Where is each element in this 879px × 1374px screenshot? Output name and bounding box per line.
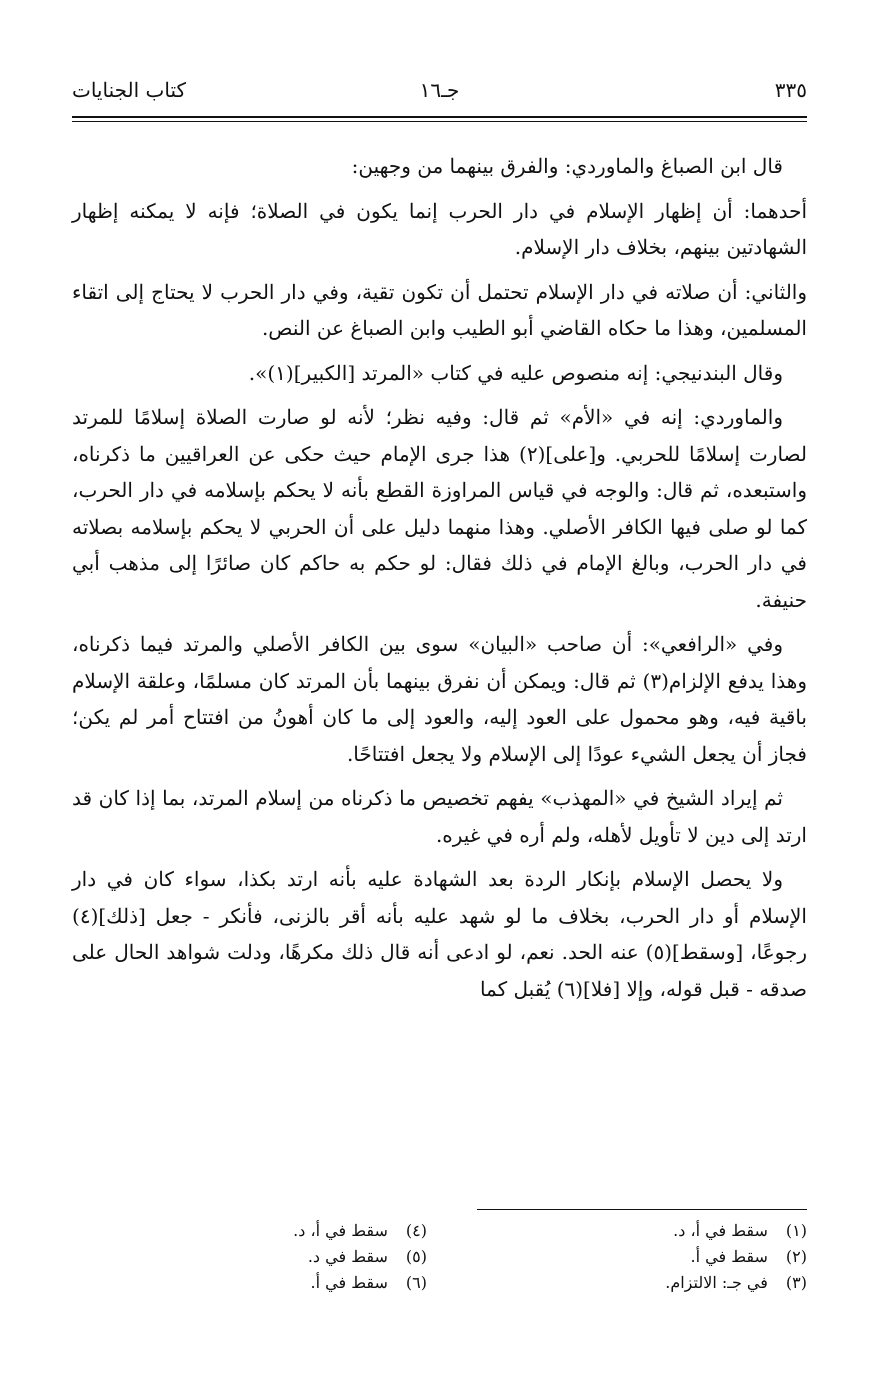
paragraph: والثاني: أن صلاته في دار الإسلام تحتمل أن تكون تقية، وفي دار الحرب لا يحتاج إلى اتقاء المسلمين، وهذا ما حكاه القاضي أبو الطيب وابن الصباغ عن النص. [72,279,807,340]
footnote [177,1218,427,1244]
book-title: كتاب الجنايات [72,78,187,102]
footnote-number: (٣) [785,1273,807,1292]
running-header [72,78,807,112]
footnote-text: سقط في أ. [310,1273,388,1292]
footnote-number: (٥) [405,1247,427,1266]
paragraph: قال ابن الصباغ والماوردي: والفرق بينهما من وجهين: [351,154,783,178]
page-number: ٣٣٥ [774,78,807,102]
footnote-number: (١) [785,1221,807,1240]
paragraph: وقال البندنيجي: إنه منصوص عليه في كتاب «المرتد [الكبير](١)». [248,360,783,385]
paragraph: أحدهما: أن إظهار الإسلام في دار الحرب إنما يكون في الصلاة؛ فإنه لا يمكنه إظهار الشهادتين بينهم، بخلاف دار الإسلام. [72,198,807,259]
paragraph: والماوردي: إنه في «الأم» ثم قال: وفيه نظر؛ لأنه لو صارت الصلاة إسلامًا للمرتد لصارت إسلامًا للحربي. و[على](٢) هذا جرى الإمام حيث حكى عن العراقيين ما ذكرناه، واستبعده، ثم قال: والوجه في قياس المراوزة القطع بأنه لا يحكم بإسلامه في دار الحرب، كما لو صلى فيها الكافر الأصلي. وهذا منهما دليل على أن الحربي لا يحكم بإسلامه بصلاته في دار الحرب، وبالغ الإمام في ذلك فقال: لو حكم به حاكم كان صائرًا إلى مذهب أبي حنيفة. [72,405,807,612]
main-text [72,148,807,1015]
footnote-text: سقط في أ، د. [293,1221,388,1240]
header-rule-thin [72,121,807,122]
paragraph: وفي «الرافعي»: أن صاحب «البيان» سوى بين الكافر الأصلي والمرتد فيما ذكرناه، وهذا يدفع الإلزام(٣) ثم قال: ويمكن أن نفرق بينهما بأن المرتد كان مسلمًا، وعلقة الإسلام باقية فيه، وهو محمول على العود إليه، والعود إلى ما كان أهونُ من افتتاح أمر لم يكن؛ فجاز أن يجعل الشيء عودًا إلى الإسلام ولا يجعل افتتاحًا. [72,632,808,766]
footnote [557,1244,807,1270]
footnote-text: سقط في د. [307,1247,388,1266]
footnote [177,1270,427,1296]
volume-label: جـ١٦ [419,78,460,102]
footnote-separator [477,1209,807,1210]
footnote-number: (٢) [785,1247,807,1266]
paragraph: ثم إيراد الشيخ في «المهذب» يفهم تخصيص ما ذكرناه من إسلام المرتد، بما إذا كان قد ارتد إلى دين لا تأويل لأهله، ولم أره في غيره. [72,786,807,847]
footnote-text: سقط في أ. [690,1247,768,1266]
footnote [557,1218,807,1244]
footnote-column-left [177,1218,427,1296]
footnote-text: في جـ: الالتزام. [665,1273,768,1292]
footnote [557,1270,807,1296]
footnote-column-right [557,1218,807,1296]
footnote [177,1244,427,1270]
footnote-number: (٦) [405,1273,427,1292]
header-rule-thick [72,116,807,118]
footnote-text: سقط في أ، د. [673,1221,768,1240]
paragraph: ولا يحصل الإسلام بإنكار الردة بعد الشهادة عليه بأنه ارتد بكذا، سواء كان في دار الإسلام أو دار الحرب، بخلاف ما لو شهد عليه بأنه أقر بالزنى، فأنكر - جعل [ذلك](٤) رجوعًا، [وسقط](٥) عنه الحد. نعم، لو ادعى أنه قال ذلك مكرهًا، ودلت شواهد الحال على صدقه - قبل قوله، وإلا [فلا](٦) يُقبل كما [72,867,808,1001]
footnote-number: (٤) [405,1221,427,1240]
